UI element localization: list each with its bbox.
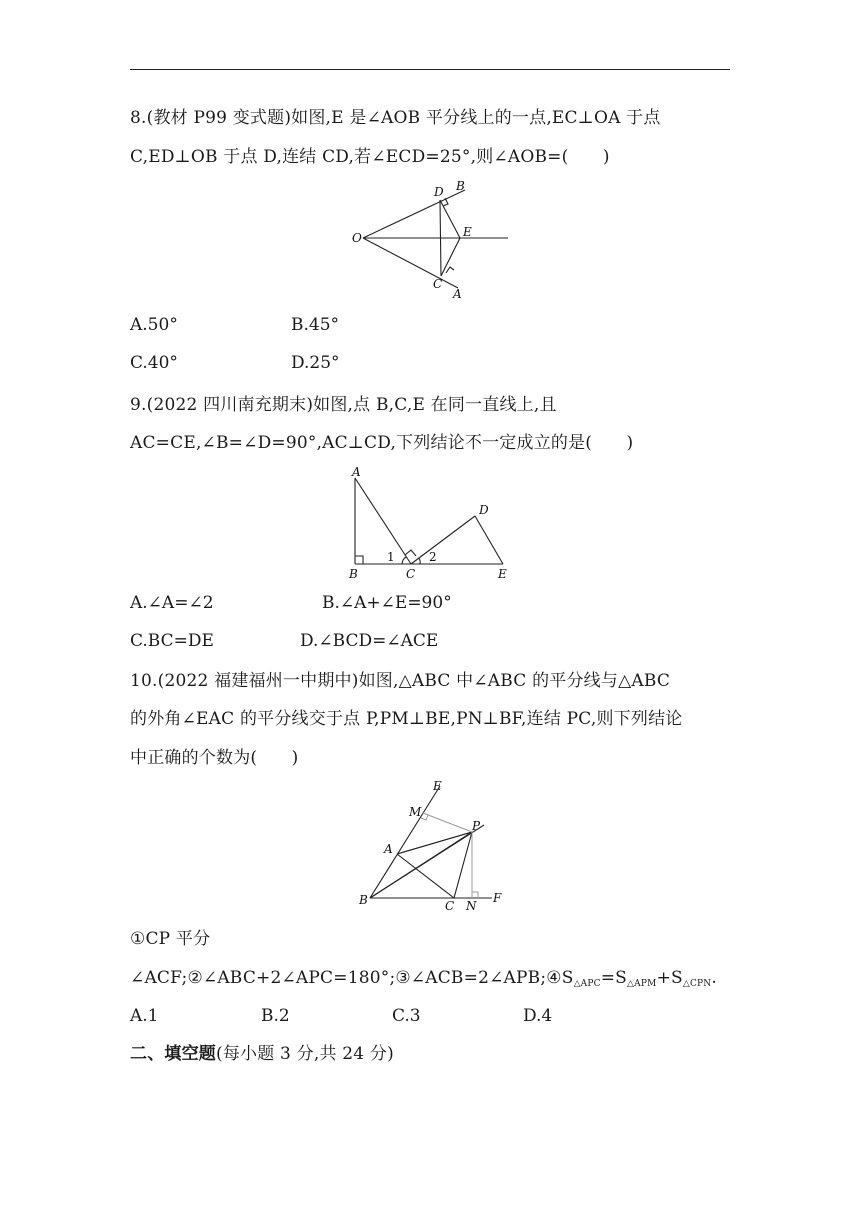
q10-statement-line2 [130,967,717,995]
q8-option-d: D.25° [291,353,340,373]
q8-label-A: A [453,287,462,301]
q9-label-A: A [352,465,361,479]
section-title: 二、填空题 [130,1044,216,1064]
q9-option-c: C.BC=DE [130,631,214,651]
q9-label-B: B [349,567,358,580]
q10-plus: +S [656,968,683,988]
q8-label-B: B [456,179,465,193]
q10-label-C: C [445,899,455,913]
q10-label-F: F [493,891,502,905]
q8-label-C: C [433,277,443,291]
top-rule [130,69,730,70]
q10-label-E: E [433,780,442,793]
q10-text-line3: 中正确的个数为( ) [130,748,299,768]
q10-label-B: B [359,893,368,907]
q8-label-D: D [434,185,444,199]
q9-label-E: E [498,567,507,580]
q9-option-b: B.∠A+∠E=90° [322,593,452,613]
q10-statement-line1: ①CP 平分 [130,929,211,949]
q10-label-P: P [472,819,481,833]
q10-text-line2: 的外角∠EAC 的平分线交于点 P,PM⊥BE,PN⊥BF,连结 PC,则下列结论 [130,709,683,729]
q9-option-a: A.∠A=∠2 [130,593,214,613]
q8-text-line1: 8.(教材 P99 变式题)如图,E 是∠AOB 平分线上的一点,EC⊥OA 于点 [130,108,661,128]
q8-label-O: O [352,231,362,245]
q10-option-c: C.3 [392,1006,421,1026]
q8-option-a: A.50° [130,315,178,335]
q9-text-line2: AC=CE,∠B=∠D=90°,AC⊥CD,下列结论不一定成立的是( ) [130,433,634,453]
section-heading [130,1043,394,1065]
q10-text-line1: 10.(2022 福建福州一中期中)如图,△ABC 中∠ABC 的平分线与△ABC [130,671,671,691]
q10-figure [350,780,510,914]
q9-text-line1: 9.(2022 四川南充期末)如图,点 B,C,E 在同一直线上,且 [130,395,557,415]
q9-label-C: C [406,567,416,580]
q10-end: . [711,968,717,988]
q9-label-angle1: 1 [387,550,395,564]
q10-option-d: D.4 [523,1006,553,1026]
q8-figure [340,178,520,302]
q10-sub-apc: △APC [573,979,601,989]
q10-label-N: N [466,899,477,913]
q8-option-b: B.45° [291,315,340,335]
q9-label-D: D [479,503,489,517]
q8-label-E: E [463,225,472,239]
q8-option-c: C.40° [130,353,178,373]
section-note: (每小题 3 分,共 24 分) [216,1044,394,1064]
q10-statement-main: ∠ACF;②∠ABC+2∠APC=180°;③∠ACB=2∠APB;④S [130,968,574,988]
q10-option-b: B.2 [261,1006,290,1026]
q10-label-A: A [384,842,393,856]
q9-figure [340,462,520,580]
q10-sub-cpn: △CPN [682,979,712,989]
q9-option-d: D.∠BCD=∠ACE [300,631,439,651]
q10-label-M: M [409,805,422,819]
q10-option-a: A.1 [130,1006,159,1026]
q9-label-angle2: 2 [429,550,437,564]
q10-sub-apm: △APM [627,979,657,989]
q8-text-line2: C,ED⊥OB 于点 D,连结 CD,若∠ECD=25°,则∠AOB=( ) [130,147,610,167]
q10-eq: =S [600,968,628,988]
